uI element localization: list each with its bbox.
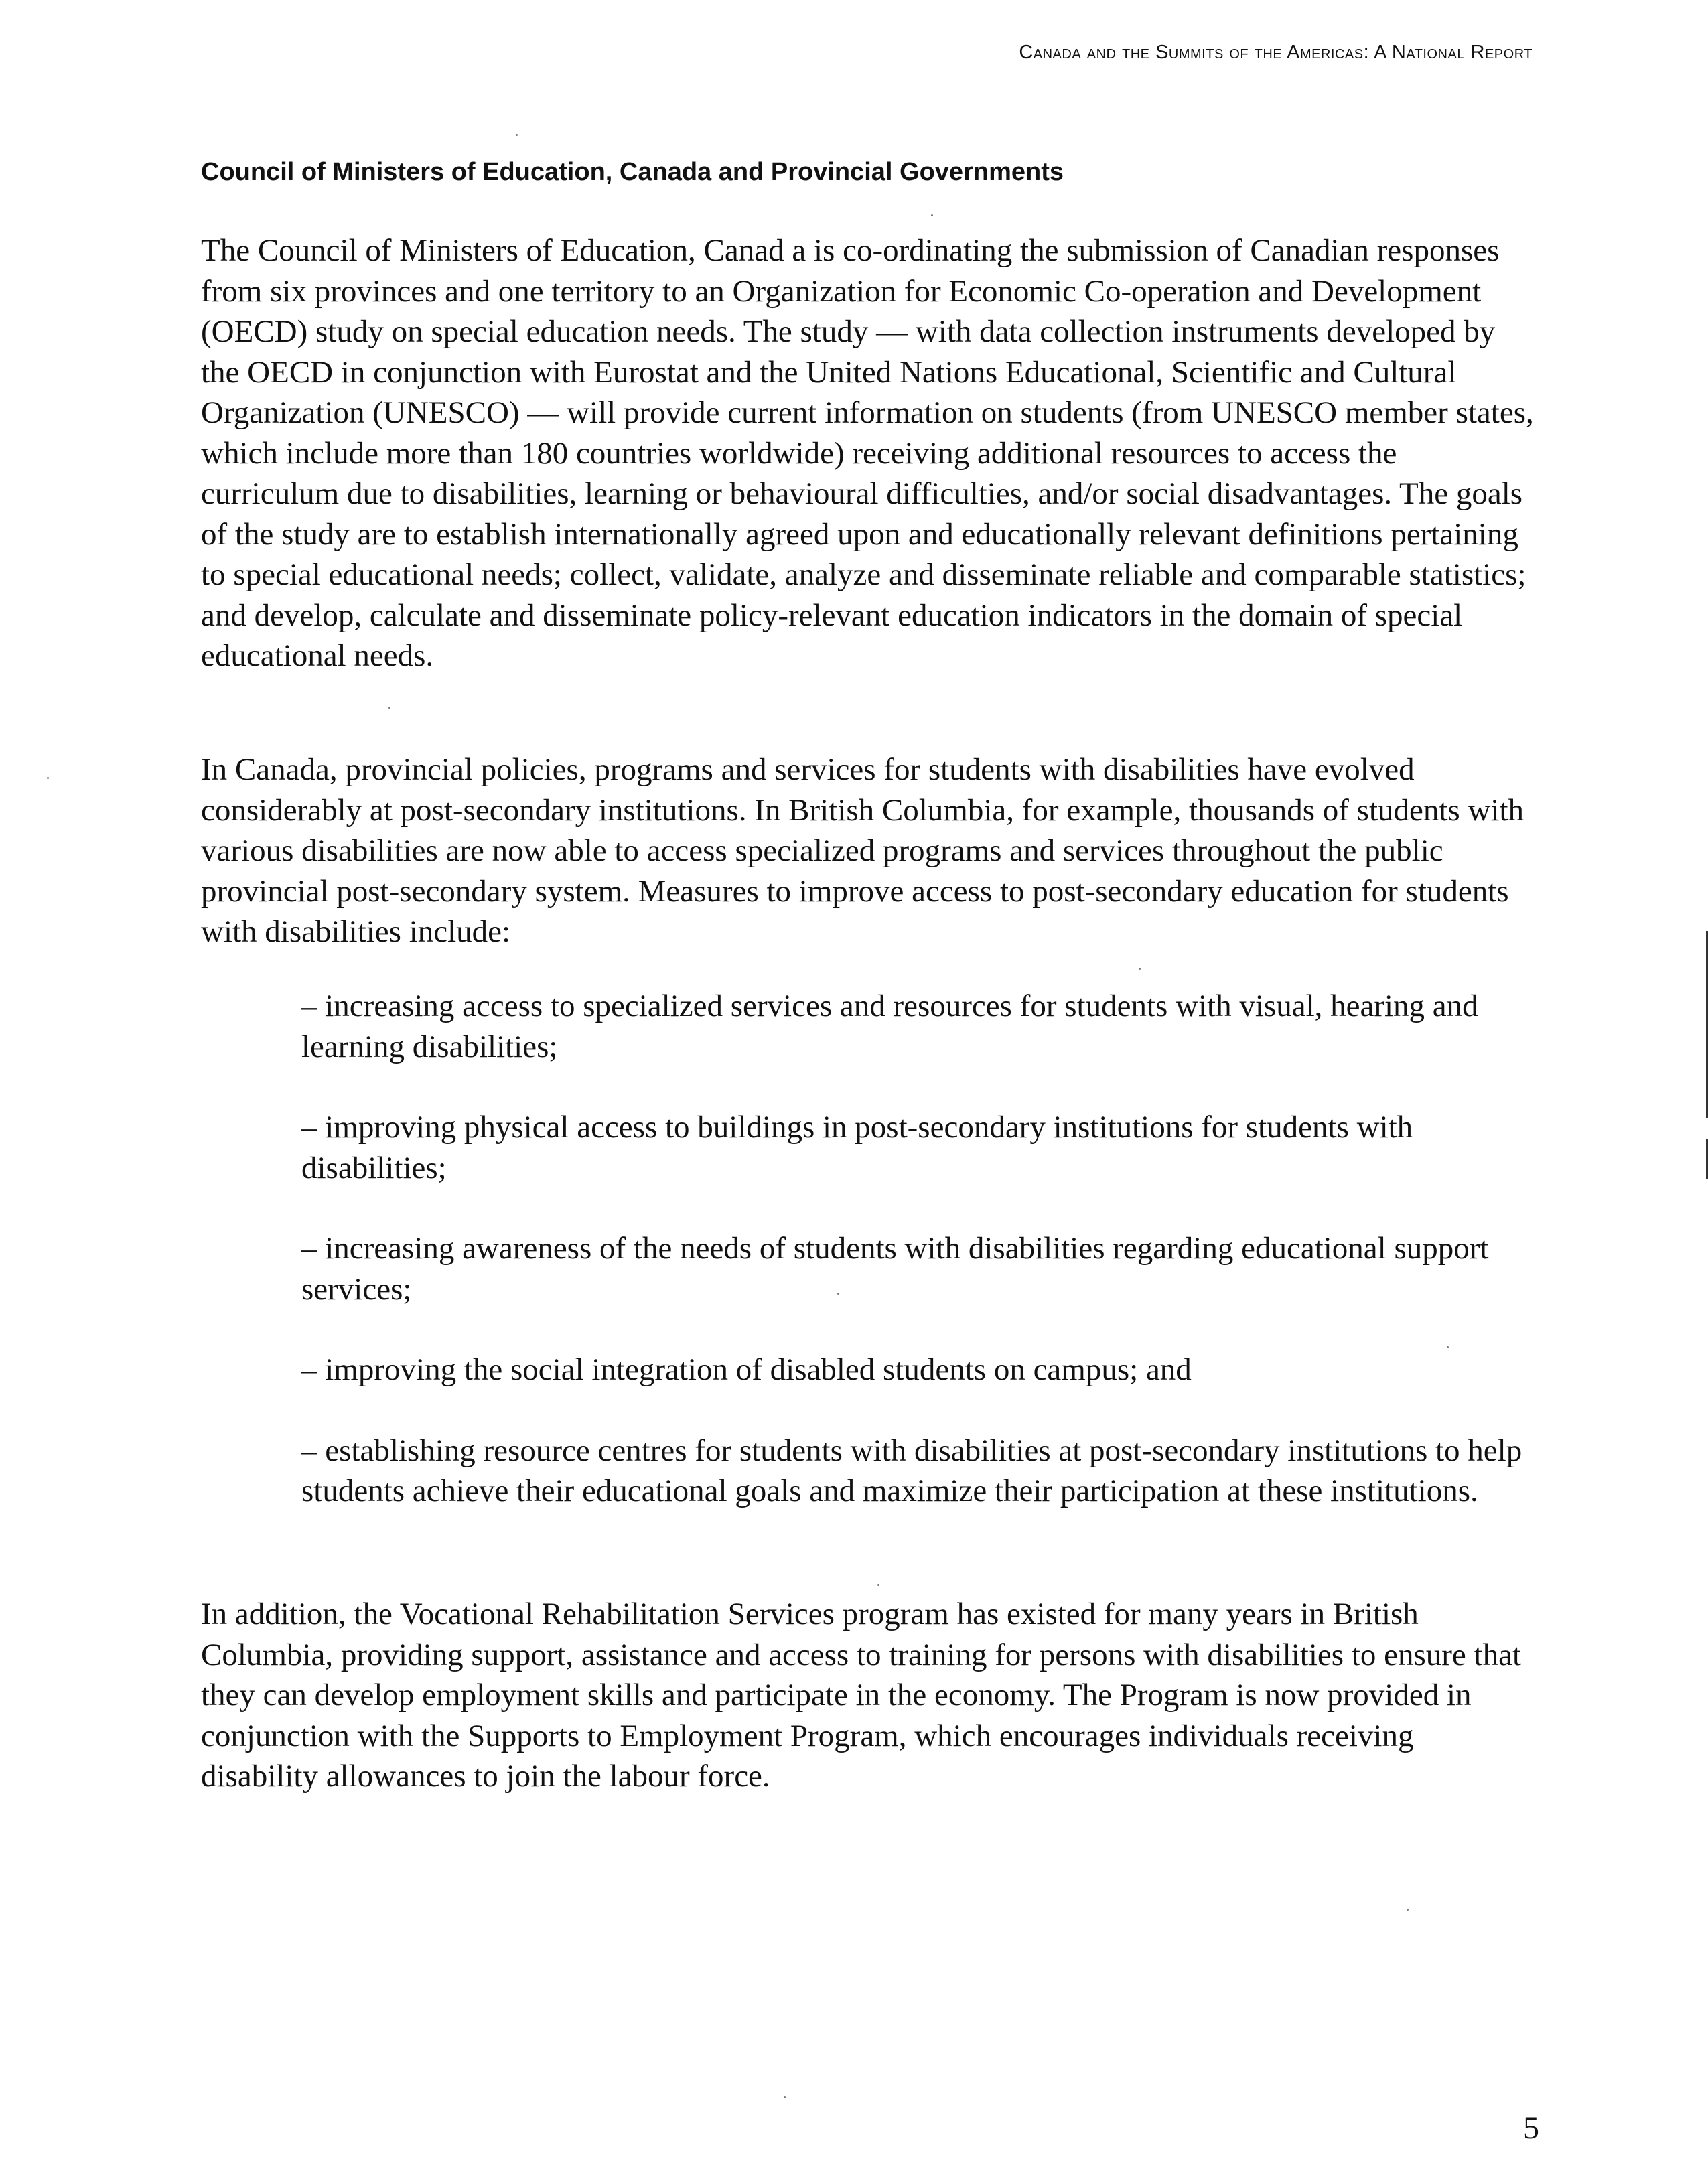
running-header: Canada and the Summits of the Americas: A National Report <box>1019 42 1533 63</box>
paragraph-provincial-policies: In Canada, provincial policies, programs and services for students with disabilities have evolved considerably at post-secondary institutions. In British Columbia, for example, thousands of students with various disabilities are now able to access specialized programs and services throughout the public provincial post-secondary system. Measures to improve access to post-secondary education for students with disabilities include: <box>201 752 1524 949</box>
scan-speck <box>1139 968 1141 970</box>
measures-list <box>301 986 1547 1552</box>
page-number: 5 <box>1523 2110 1539 2146</box>
scan-speck <box>47 777 49 779</box>
scan-speck <box>388 707 390 709</box>
scan-speck <box>877 1584 879 1586</box>
paragraph-vocational-rehabilitation: In addition, the Vocational Rehabilitation Services program has existed for many years in British Columbia, providing support, assistance and access to training for persons with disabilities to ensure that they can develop employment skills and participate in the economy. The Program is now provided in conjunction with the Supports to Employment Program, which encourages individuals receiving disability allowances to join the labour force. <box>201 1597 1522 1794</box>
scan-speck <box>784 2096 786 2098</box>
scan-speck <box>1407 1909 1409 1911</box>
list-item: – improving physical access to buildings in post-secondary institutions for students with disabilities; <box>301 1110 1413 1185</box>
scan-speck <box>837 1293 839 1295</box>
scan-speck <box>1447 1346 1449 1348</box>
scan-speck <box>516 134 518 136</box>
list-item: – establishing resource centres for students with disabilities at post-secondary institutions to help students achieve their educational goals and maximize their participation at these institutions. <box>301 1433 1522 1508</box>
list-item: – improving the social integration of disabled students on campus; and <box>301 1352 1192 1387</box>
scan-speck <box>931 214 933 216</box>
list-item: – increasing access to specialized services and resources for students with visual, hearing and learning disabilities; <box>301 989 1478 1064</box>
list-item: – increasing awareness of the needs of students with disabilities regarding educational support services; <box>301 1231 1489 1307</box>
paragraph-oecd-study: The Council of Ministers of Education, Canad a is co-ordinating the submission of Canadian responses from six provinces and one territory to an Organization for Economic Co-operation and Development (OECD) study on special education needs. The study — with data collection instruments developed by the OECD in conjunction with Eurostat and the United Nations Educational, Scientific and Cultural Organization (UNESCO) — will provide current information on students (from UNESCO member states, which include more than 180 countries worldwide) receiving additional resources to access the curriculum due to disabilities, learning or behavioural difficulties, and/or social disadvantages. The goals of the study are to establish internationally agreed upon and educationally relevant definitions pertaining to special educational needs; collect, validate, analyze and disseminate reliable and comparable statistics; and develop, calculate and disseminate policy-relevant education indicators in the domain of special educational needs. <box>201 233 1534 673</box>
section-heading: Council of Ministers of Education, Canada and Provincial Governments <box>201 158 1064 186</box>
